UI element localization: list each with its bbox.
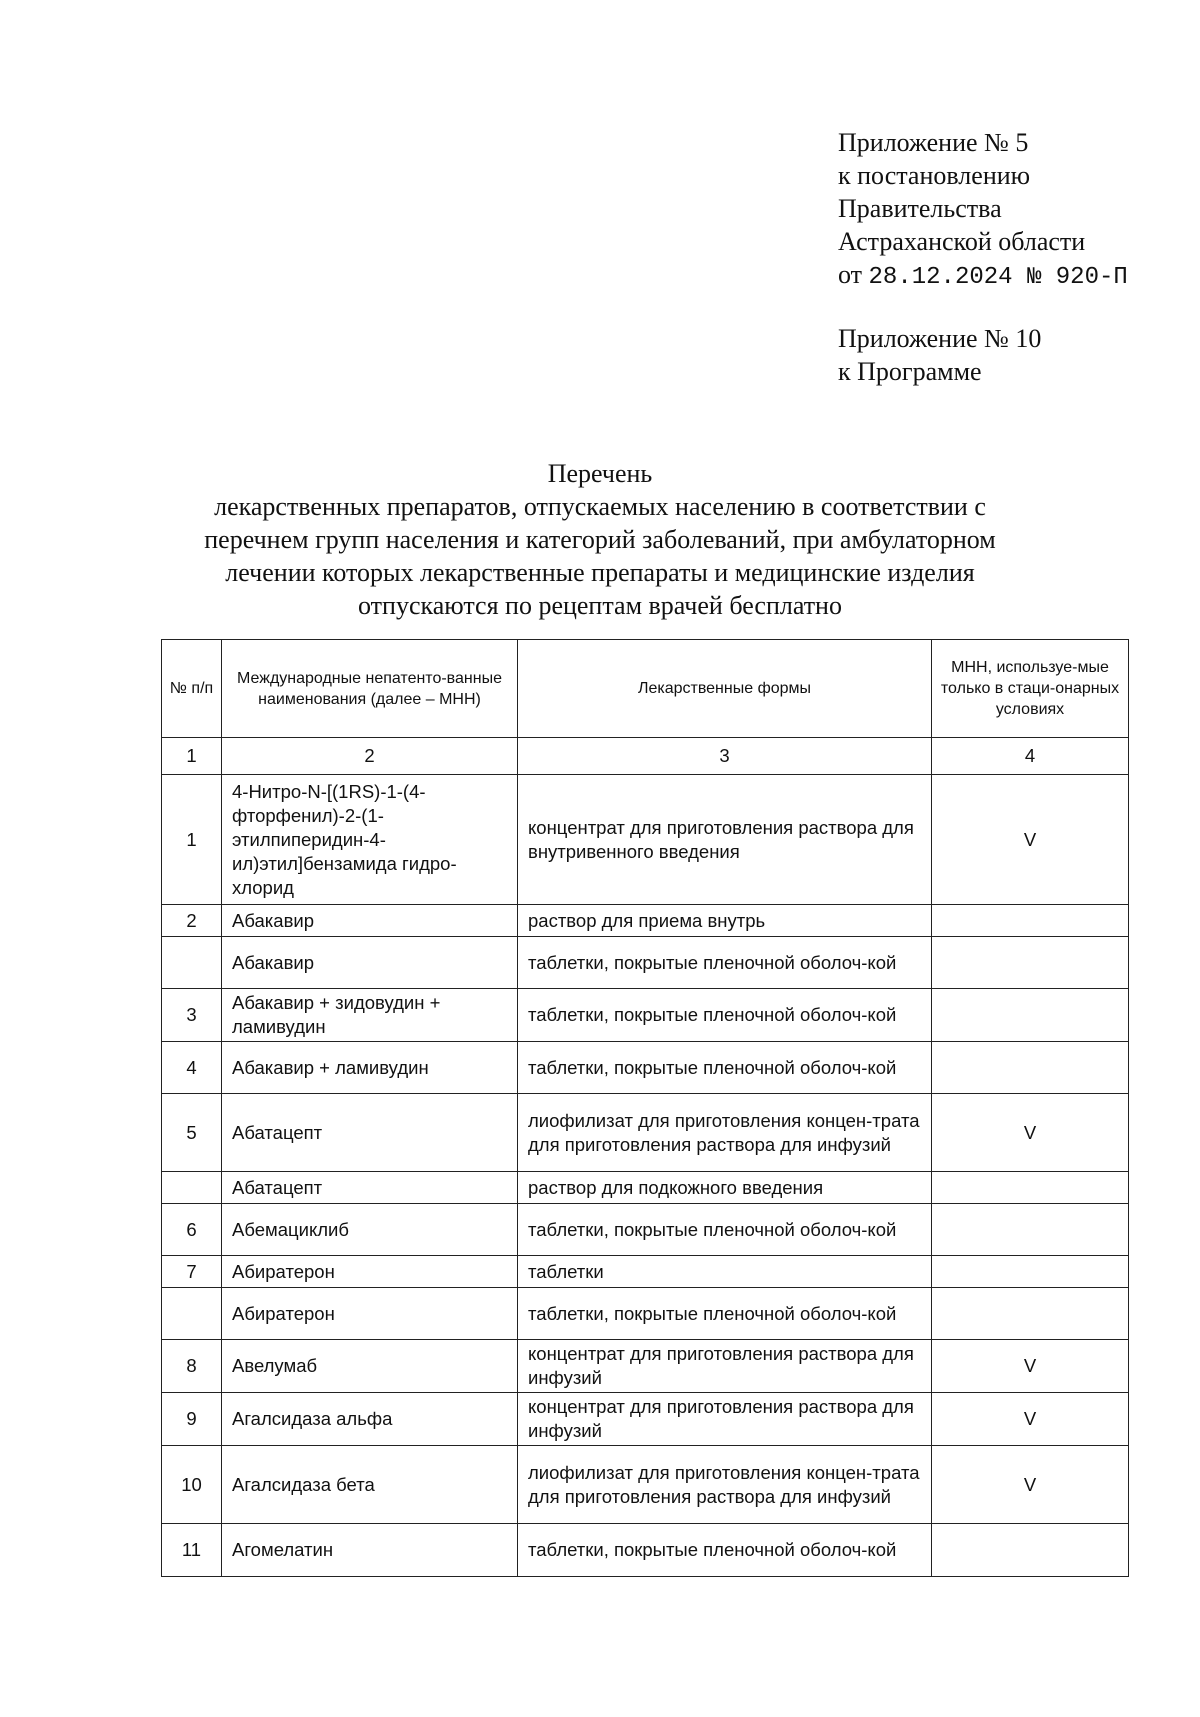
row-num: 8 <box>162 1340 222 1393</box>
table-row <box>162 1446 1129 1524</box>
row-inn: Абатацепт <box>222 1172 518 1204</box>
row-num: 11 <box>162 1524 222 1577</box>
header-inn: Международные непатенто-ванные наименования (далее – МНН) <box>222 640 518 738</box>
column-number: 4 <box>932 738 1129 775</box>
drug-list-table <box>161 639 1129 1577</box>
row-form: таблетки, покрытые пленочной оболоч-кой <box>518 1288 932 1340</box>
row-hospital-flag <box>932 1288 1129 1340</box>
row-hospital-flag <box>932 1256 1129 1288</box>
table-row <box>162 1042 1129 1094</box>
appendix-line: Правительства <box>838 194 1002 223</box>
row-hospital-flag <box>932 1204 1129 1256</box>
table-row <box>162 1524 1129 1577</box>
row-inn: Агалсидаза альфа <box>222 1393 518 1446</box>
row-inn: Агалсидаза бета <box>222 1446 518 1524</box>
appendix-line: Астраханской области <box>838 227 1086 256</box>
table-row <box>162 1288 1129 1340</box>
table-row <box>162 1340 1129 1393</box>
header-hospital: МНН, используе-мые только в стаци-онарных условиях <box>932 640 1129 738</box>
title-line: Перечень <box>547 459 653 488</box>
title-line: отпускаются по рецептам врачей бесплатно <box>358 591 842 620</box>
row-form: таблетки, покрытые пленочной оболоч-кой <box>518 937 932 989</box>
row-hospital-flag <box>932 937 1129 989</box>
column-number-row <box>162 738 1129 775</box>
table-row <box>162 1256 1129 1288</box>
row-inn: Абакавир + ламивудин <box>222 1042 518 1094</box>
table-row <box>162 1393 1129 1446</box>
table-row <box>162 905 1129 937</box>
title-line: перечнем групп населения и категорий заболеваний, при амбулаторном <box>204 525 996 554</box>
row-hospital-flag: V <box>932 1393 1129 1446</box>
document-title <box>150 457 1050 622</box>
table-row <box>162 1204 1129 1256</box>
row-form: таблетки, покрытые пленочной оболоч-кой <box>518 989 932 1042</box>
row-hospital-flag: V <box>932 775 1129 905</box>
table-header-row <box>162 640 1129 738</box>
appendix-line: Приложение № 10 <box>838 324 1042 353</box>
row-num <box>162 1288 222 1340</box>
row-num: 6 <box>162 1204 222 1256</box>
table-row <box>162 989 1129 1042</box>
row-hospital-flag <box>932 1172 1129 1204</box>
row-hospital-flag <box>932 989 1129 1042</box>
row-num: 7 <box>162 1256 222 1288</box>
row-form: концентрат для приготовления раствора для инфузий <box>518 1340 932 1393</box>
row-num: 10 <box>162 1446 222 1524</box>
row-form: раствор для подкожного введения <box>518 1172 932 1204</box>
row-inn: Абакавир + зидовудин + ламивудин <box>222 989 518 1042</box>
row-hospital-flag <box>932 905 1129 937</box>
row-num: 3 <box>162 989 222 1042</box>
row-form: таблетки, покрытые пленочной оболоч-кой <box>518 1204 932 1256</box>
column-number: 3 <box>518 738 932 775</box>
row-form: таблетки, покрытые пленочной оболоч-кой <box>518 1524 932 1577</box>
header-num: № п/п <box>162 640 222 738</box>
row-form: таблетки <box>518 1256 932 1288</box>
row-form: таблетки, покрытые пленочной оболоч-кой <box>518 1042 932 1094</box>
row-inn: 4-Нитро-N-[(1RS)-1-(4-фторфенил)-2-(1-этилпиперидин-4-ил)этил]бензамида гидро-хлорид <box>222 775 518 905</box>
row-num <box>162 937 222 989</box>
row-hospital-flag: V <box>932 1094 1129 1172</box>
appendix-line: к постановлению <box>838 161 1031 190</box>
row-inn: Абатацепт <box>222 1094 518 1172</box>
row-inn: Абакавир <box>222 937 518 989</box>
row-inn: Абакавир <box>222 905 518 937</box>
header-form: Лекарственные формы <box>518 640 932 738</box>
column-number: 2 <box>222 738 518 775</box>
row-inn: Агомелатин <box>222 1524 518 1577</box>
row-num: 5 <box>162 1094 222 1172</box>
row-hospital-flag <box>932 1524 1129 1577</box>
title-line: лекарственных препаратов, отпускаемых населению в соответствии с <box>214 492 986 521</box>
row-inn: Абиратерон <box>222 1288 518 1340</box>
resolution-date-line <box>838 258 1178 294</box>
table-row <box>162 1172 1129 1204</box>
resolution-date-number: 28.12.2024 № 920-П <box>868 264 1128 291</box>
row-form: лиофилизат для приготовления концен-трата для приготовления раствора для инфузий <box>518 1446 932 1524</box>
row-inn: Абемациклиб <box>222 1204 518 1256</box>
column-number: 1 <box>162 738 222 775</box>
table-row <box>162 937 1129 989</box>
row-num: 2 <box>162 905 222 937</box>
table-row <box>162 1094 1129 1172</box>
row-hospital-flag <box>932 1042 1129 1094</box>
row-hospital-flag: V <box>932 1446 1129 1524</box>
appendix-line: к Программе <box>838 357 982 386</box>
row-inn: Авелумаб <box>222 1340 518 1393</box>
row-form: концентрат для приготовления раствора для инфузий <box>518 1393 932 1446</box>
table-row <box>162 775 1129 905</box>
row-num <box>162 1172 222 1204</box>
row-form: раствор для приема внутрь <box>518 905 932 937</box>
row-num: 1 <box>162 775 222 905</box>
row-num: 9 <box>162 1393 222 1446</box>
row-form: концентрат для приготовления раствора для внутривенного введения <box>518 775 932 905</box>
title-line: лечении которых лекарственные препараты и медицинские изделия <box>225 558 975 587</box>
row-hospital-flag: V <box>932 1340 1129 1393</box>
date-prefix: от <box>838 260 863 289</box>
row-form: лиофилизат для приготовления концен-трата для приготовления раствора для инфузий <box>518 1094 932 1172</box>
row-num: 4 <box>162 1042 222 1094</box>
appendix-header <box>838 126 1178 388</box>
appendix-line: Приложение № 5 <box>838 128 1029 157</box>
row-inn: Абиратерон <box>222 1256 518 1288</box>
